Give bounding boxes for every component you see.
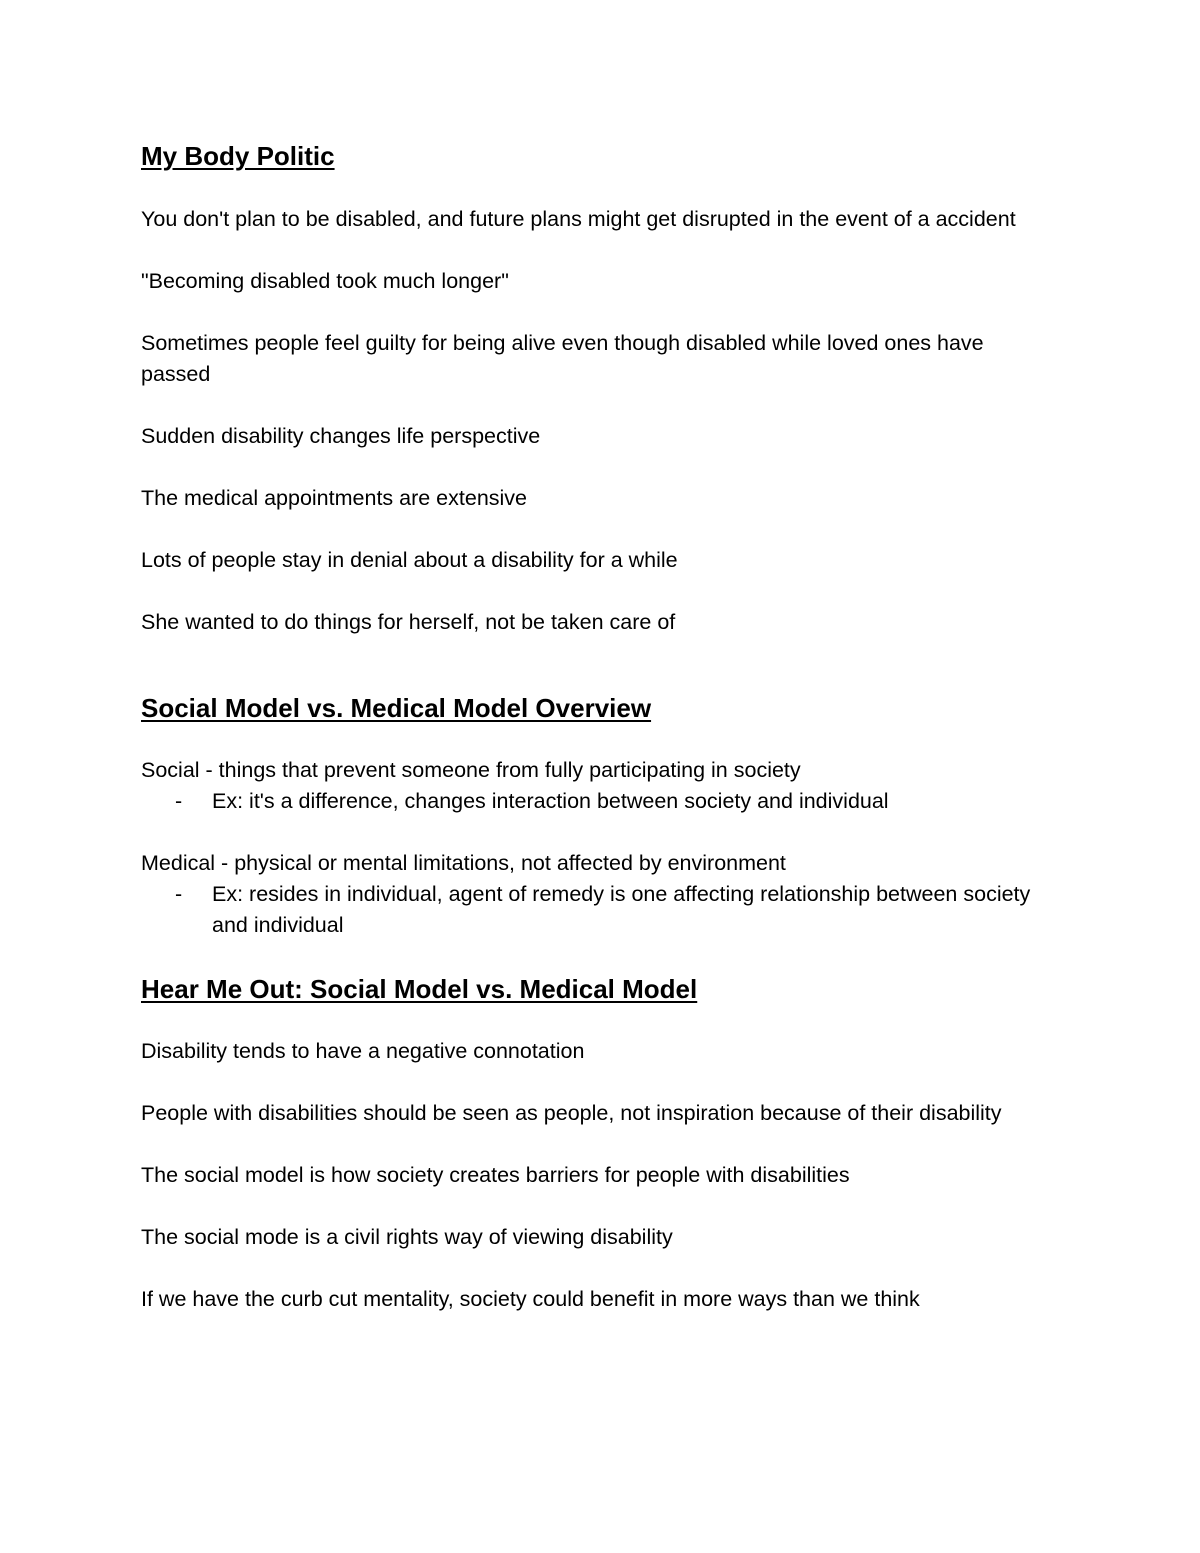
paragraph: The social model is how society creates barriers for people with disabilities: [141, 1163, 850, 1187]
bullet-text: Ex: it's a difference, changes interaction between society and individual: [212, 789, 889, 813]
model-definition-medical: Medical - physical or mental limitations, not affected by environment: [141, 851, 786, 875]
bullet-item: [141, 879, 1041, 941]
paragraph: Sudden disability changes life perspective: [141, 424, 541, 448]
paragraph: If we have the curb cut mentality, society could benefit in more ways than we think: [141, 1287, 920, 1311]
paragraph: The social mode is a civil rights way of viewing disability: [141, 1225, 673, 1249]
paragraph: She wanted to do things for herself, not be taken care of: [141, 610, 676, 634]
paragraph: "Becoming disabled took much longer": [141, 269, 509, 293]
bullet-text: Ex: resides in individual, agent of remedy is one affecting relationship between society and individual: [212, 882, 1031, 937]
section-heading-my-body-politic: My Body Politic: [141, 141, 335, 171]
section-heading-model-overview: Social Model vs. Medical Model Overview: [141, 693, 652, 723]
dash-bullet-icon: -: [175, 789, 183, 813]
paragraph: The medical appointments are extensive: [141, 486, 528, 510]
bullet-item: [141, 786, 1041, 817]
section-heading-hear-me-out: Hear Me Out: Social Model vs. Medical Model: [141, 974, 698, 1004]
model-definition-social: Social - things that prevent someone from fully participating in society: [141, 758, 801, 782]
paragraph: People with disabilities should be seen as people, not inspiration because of their disability: [141, 1101, 1002, 1125]
paragraph: You don't plan to be disabled, and future plans might get disrupted in the event of a accident: [141, 207, 1016, 231]
document-page: [141, 138, 1041, 1315]
dash-bullet-icon: -: [175, 882, 183, 906]
paragraph: Sometimes people feel guilty for being alive even though disabled while loved ones have passed: [141, 331, 984, 386]
paragraph: Lots of people stay in denial about a disability for a while: [141, 548, 678, 572]
paragraph: Disability tends to have a negative connotation: [141, 1039, 585, 1063]
